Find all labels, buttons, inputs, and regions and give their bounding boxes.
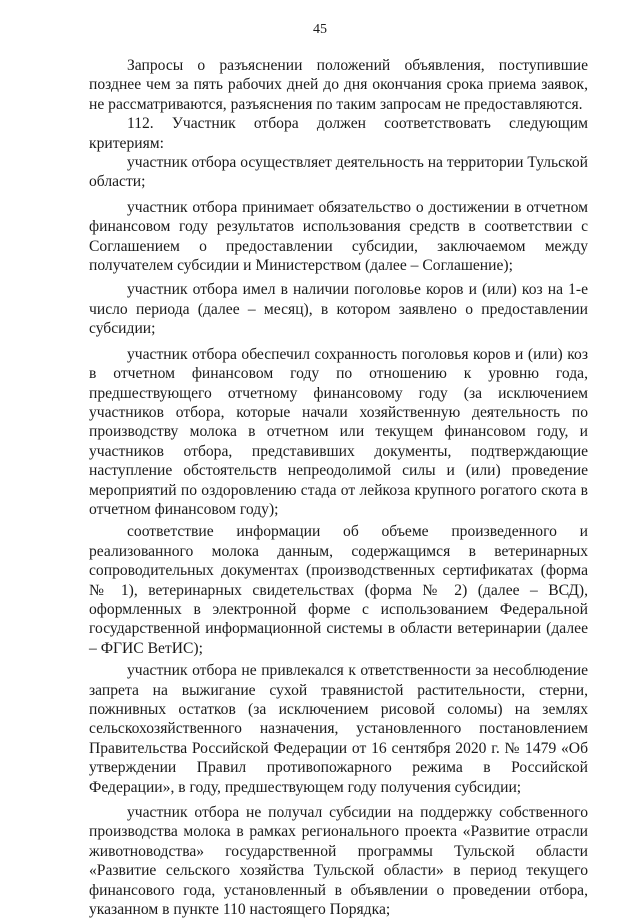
paragraph-112-criteria-heading: 112. Участник отбора должен соответствовать следующим критериям: — [89, 115, 588, 152]
paragraph-criterion-livestock: участник отбора имел в наличии поголовье коров и (или) коз на 1-е число периода (далее – месяц), в котором заявлено о предоставлении субсидии; — [89, 281, 588, 338]
paragraph-criterion-obligation: участник отбора принимает обязательство о достижении в отчетном финансовом году результатов использования средств в соответствии с Соглашением о предоставлении субсидии, заключаемом между получателем субсидии и Министерством (далее – Соглашение); — [89, 198, 588, 275]
paragraph-criterion-territory: участник отбора осуществляет деятельность на территории Тульской области; — [89, 154, 588, 191]
paragraph-criterion-milk-data: соответствие информации об объеме произведенного и реализованного молока данным, содержащимся в ветеринарных сопроводительных документах (производственных сертификатах (форма № 1), ветеринарных свидетельствах (форма № 2) (далее – ВСД), оформленных в электронной форме с использованием Федеральной государственной информационной системы в области ветеринарии (далее – ФГИС ВетИС); — [89, 523, 588, 657]
paragraph-criterion-no-prior-subsidy: участник отбора не получал субсидии на поддержку собственного производства молока в рамках регионального проекта «Развитие отрасли животноводства» государственной программы Тульской области «Развитие сельского хозяйства Тульской области» в период текущего финансового года, установленный в объявлении о проведении отбора, указанном в пункте 110 настоящего Порядка; — [89, 804, 588, 919]
page-number: 45 — [313, 22, 327, 37]
paragraph-criterion-fire-safety: участник отбора не привлекался к ответственности за несоблюдение запрета на выжигание сухой травянистой растительности, стерни, пожнивных остатков (за исключением рисовой соломы) на землях сельскохозяйственного назначения, установленного постановлением Правительства Российской Федерации от 16 сентября 2020 г. № 1479 «Об утверждении Правил противопожарного режима в Российской Федерации», в году, предшествующем году получения субсидии; — [89, 662, 588, 796]
paragraph-clarification-requests: Запросы о разъяснении положений объявления, поступившие позднее чем за пять рабочих дней до дня окончания срока приема заявок, не рассматриваются, разъяснения по таким запросам не предоставляются. — [89, 57, 588, 113]
paragraph-criterion-herd-preservation: участник отбора обеспечил сохранность поголовья коров и (или) коз в отчетном финансовом году по отношению к уровню года, предшествующего отчетному финансовому году (за исключением участников отбора, которые начали хозяйственную деятельность по производству молока в отчетном или текущем финансовом году, и участников отбора, представивших документы, подтверждающие наступление обстоятельств непреодолимой силы и (или) проведение мероприятий по оздоровлению стада от лейкоза крупного рогатого скота в отчетном финансовом году); — [89, 345, 588, 518]
document-body — [89, 56, 588, 919]
